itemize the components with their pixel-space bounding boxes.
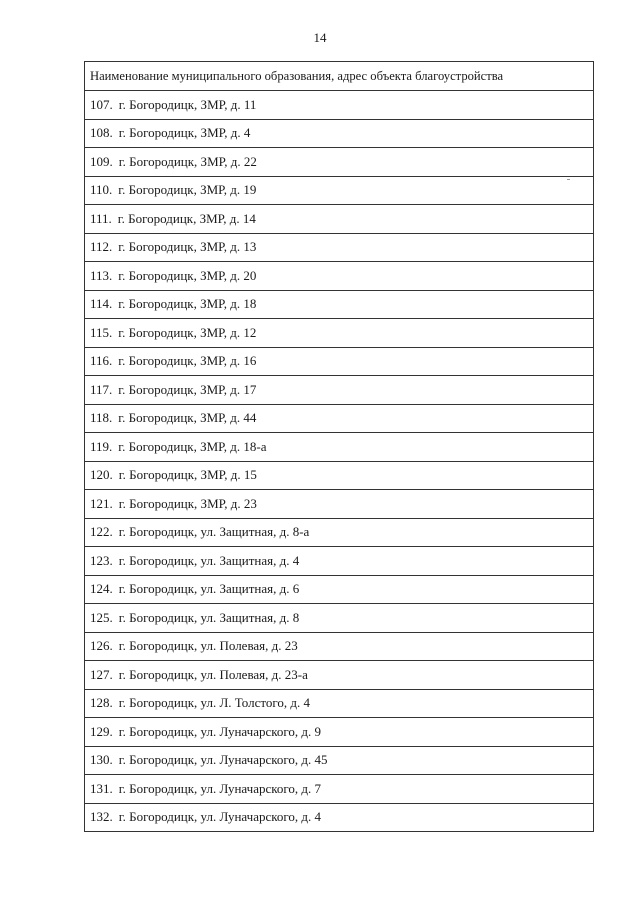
table-row xyxy=(85,433,594,462)
address-cell xyxy=(85,91,594,120)
row-number: 131. xyxy=(90,780,113,796)
address-cell xyxy=(85,689,594,718)
row-number: 118. xyxy=(90,410,113,426)
row-number: 114. xyxy=(90,296,113,312)
row-address: г. Богородицк, ул. Защитная, д. 4 xyxy=(118,552,300,568)
table-row xyxy=(85,775,594,804)
table-row xyxy=(85,746,594,775)
row-number: 124. xyxy=(90,581,113,597)
address-cell xyxy=(85,347,594,376)
table-row xyxy=(85,661,594,690)
table-row xyxy=(85,518,594,547)
table-row xyxy=(85,803,594,832)
row-address: г. Богородицк, ЗМР, д. 16 xyxy=(118,353,257,369)
table-row xyxy=(85,547,594,576)
row-number: 110. xyxy=(90,182,113,198)
address-cell xyxy=(85,490,594,519)
address-cell xyxy=(85,376,594,405)
table-row xyxy=(85,205,594,234)
address-cell xyxy=(85,319,594,348)
row-number: 130. xyxy=(90,752,113,768)
page-number: 14 xyxy=(313,30,327,45)
table-body xyxy=(85,91,594,832)
address-cell xyxy=(85,632,594,661)
address-cell xyxy=(85,433,594,462)
row-address: г. Богородицк, ЗМР, д. 4 xyxy=(118,125,251,141)
table-row xyxy=(85,376,594,405)
address-table xyxy=(84,61,594,832)
row-number: 125. xyxy=(90,609,113,625)
row-address: г. Богородицк, ул. Луначарского, д. 4 xyxy=(118,809,322,825)
table-row xyxy=(85,347,594,376)
row-number: 127. xyxy=(90,666,113,682)
address-cell xyxy=(85,176,594,205)
row-address: г. Богородицк, ЗМР, д. 17 xyxy=(118,381,257,397)
address-cell xyxy=(85,205,594,234)
row-address: г. Богородицк, ЗМР, д. 44 xyxy=(118,410,257,426)
row-address: г. Богородицк, ул. Полевая, д. 23-а xyxy=(118,666,308,682)
row-address: г. Богородицк, ЗМР, д. 13 xyxy=(118,239,257,255)
row-number: 111. xyxy=(90,210,112,226)
address-cell xyxy=(85,661,594,690)
row-address: г. Богородицк, ул. Полевая, д. 23 xyxy=(118,638,298,654)
row-number: 126. xyxy=(90,638,113,654)
table-row xyxy=(85,119,594,148)
address-cell xyxy=(85,547,594,576)
row-address: г. Богородицк, ул. Защитная, д. 8-а xyxy=(118,524,310,540)
row-address: г. Богородицк, ул. Защитная, д. 8 xyxy=(118,609,300,625)
row-number: 109. xyxy=(90,153,113,169)
row-number: 120. xyxy=(90,467,113,483)
row-number: 107. xyxy=(90,96,113,112)
table-row xyxy=(85,689,594,718)
row-address: г. Богородицк, ЗМР, д. 18-а xyxy=(118,438,267,454)
table-row xyxy=(85,718,594,747)
table-row xyxy=(85,604,594,633)
table-header: Наименование муниципального образования, адрес объекта благоустройства xyxy=(85,62,594,91)
table-row xyxy=(85,404,594,433)
address-cell xyxy=(85,746,594,775)
row-number: 112. xyxy=(90,239,113,255)
row-address: г. Богородицк, ЗМР, д. 18 xyxy=(118,296,257,312)
address-cell xyxy=(85,461,594,490)
row-number: 117. xyxy=(90,381,113,397)
row-address: г. Богородицк, ЗМР, д. 12 xyxy=(118,324,257,340)
row-number: 123. xyxy=(90,552,113,568)
table-row xyxy=(85,490,594,519)
address-cell xyxy=(85,775,594,804)
address-cell xyxy=(85,404,594,433)
address-cell xyxy=(85,148,594,177)
row-address: г. Богородицк, ЗМР, д. 14 xyxy=(117,210,256,226)
table-row xyxy=(85,148,594,177)
table-row xyxy=(85,632,594,661)
row-number: 128. xyxy=(90,695,113,711)
table-header-row xyxy=(85,62,594,91)
address-cell xyxy=(85,803,594,832)
table-row xyxy=(85,461,594,490)
row-number: 113. xyxy=(90,267,113,283)
row-address: г. Богородицк, ЗМР, д. 15 xyxy=(118,467,257,483)
row-number: 119. xyxy=(90,438,113,454)
table-row xyxy=(85,233,594,262)
row-address: г. Богородицк, ЗМР, д. 11 xyxy=(118,96,257,112)
row-address: г. Богородицк, ЗМР, д. 19 xyxy=(118,182,257,198)
row-address: г. Богородицк, ул. Л. Толстого, д. 4 xyxy=(118,695,310,711)
row-address: г. Богородицк, ул. Луначарского, д. 7 xyxy=(118,780,322,796)
row-number: 132. xyxy=(90,809,113,825)
table-row xyxy=(85,91,594,120)
row-address: г. Богородицк, ЗМР, д. 22 xyxy=(118,153,257,169)
row-number: 116. xyxy=(90,353,113,369)
row-address: г. Богородицк, ул. Луначарского, д. 45 xyxy=(118,752,328,768)
table-row xyxy=(85,262,594,291)
address-cell xyxy=(85,718,594,747)
row-address: г. Богородицк, ЗМР, д. 20 xyxy=(118,267,257,283)
row-number: 122. xyxy=(90,524,113,540)
address-cell xyxy=(85,262,594,291)
row-address: г. Богородицк, ул. Луначарского, д. 9 xyxy=(118,723,322,739)
row-number: 108. xyxy=(90,125,113,141)
address-cell xyxy=(85,119,594,148)
row-address: г. Богородицк, ЗМР, д. 23 xyxy=(118,495,257,511)
row-address: г. Богородицк, ул. Защитная, д. 6 xyxy=(118,581,300,597)
row-number: 115. xyxy=(90,324,113,340)
table-row xyxy=(85,290,594,319)
row-number: 129. xyxy=(90,723,113,739)
address-cell xyxy=(85,604,594,633)
address-cell xyxy=(85,290,594,319)
table-row xyxy=(85,319,594,348)
address-cell xyxy=(85,518,594,547)
table-row xyxy=(85,575,594,604)
address-cell xyxy=(85,233,594,262)
address-cell xyxy=(85,575,594,604)
table-row xyxy=(85,176,594,205)
row-number: 121. xyxy=(90,495,113,511)
